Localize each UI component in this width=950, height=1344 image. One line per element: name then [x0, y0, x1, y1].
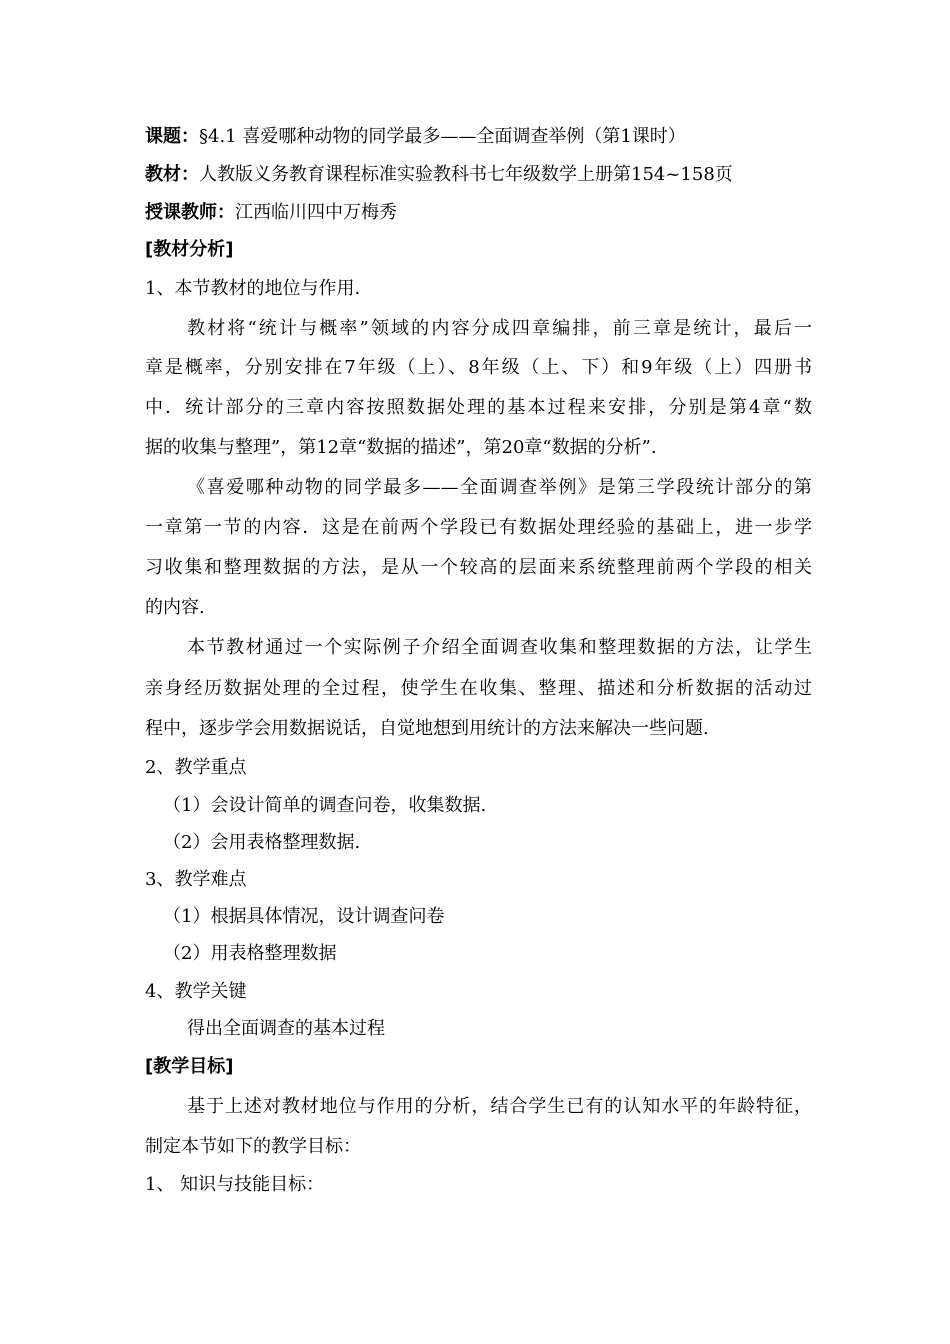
textbook-label: 教材：: [145, 164, 199, 185]
item4-title: 4、教学关键: [145, 981, 247, 1002]
analysis-heading: [教材分析]: [145, 239, 234, 260]
item2-title: 2、教学重点: [145, 757, 247, 778]
teacher-line: [145, 202, 812, 224]
para1-line: 中．统计部分的三章内容按照数据处理的基本过程来安排，分别是第4章“数: [145, 397, 812, 418]
textbook-value: 人教版义务教育课程标准实验教科书七年级数学上册第154~158页: [199, 164, 733, 185]
objectives-intro-line: 基于上述对教材地位与作用的分析，结合学生已有的认知水平的年龄特征，: [187, 1096, 812, 1117]
item3-point: （1）根据具体情况，设计调查问卷: [163, 906, 445, 927]
para3-line: 亲身经历数据处理的全过程，使学生在收集、整理、描述和分析数据的活动过: [145, 678, 812, 699]
para1-line: 教材将“统计与概率”领域的内容分成四章编排，前三章是统计，最后一: [187, 318, 812, 339]
topic-line: [145, 126, 812, 148]
textbook-line: [145, 164, 812, 186]
objectives-intro-line: 制定本节如下的教学目标：: [145, 1136, 361, 1157]
para1-line: 据的收集与整理”，第12章“数据的描述”，第20章“数据的分析”.: [145, 437, 657, 458]
para3-line: 本节教材通过一个实际例子介绍全面调查收集和整理数据的方法，让学生: [187, 637, 812, 658]
item2-point: （1）会设计简单的调查问卷，收集数据.: [163, 795, 487, 816]
item2-point: （2）会用表格整理数据.: [163, 832, 361, 853]
objectives-heading: [教学目标]: [145, 1056, 234, 1077]
item3-title: 3、教学难点: [145, 869, 247, 890]
topic-value: §4.1 喜爱哪种动物的同学最多——全面调查举例（第1课时）: [199, 126, 686, 147]
teacher-value: 江西临川四中万梅秀: [235, 202, 397, 223]
item1-title: 1、本节教材的地位与作用.: [145, 278, 361, 299]
para2-line: 《喜爱哪种动物的同学最多——全面调查举例》是第三学段统计部分的第: [187, 477, 812, 498]
teacher-label: 授课教师：: [145, 202, 235, 223]
para2-line: 习收集和整理数据的方法，是从一个较高的层面来系统整理前两个学段的相关: [145, 557, 812, 578]
para2-line: 的内容.: [145, 597, 205, 618]
topic-label: 课题：: [145, 126, 199, 147]
para2-line: 一章第一节的内容．这是在前两个学段已有数据处理经验的基础上，进一步学: [145, 517, 812, 538]
objectives-item1-title: 1、 知识与技能目标：: [145, 1174, 325, 1195]
para1-line: 章是概率，分别安排在7年级（上）、8年级（上、下）和9年级（上）四册书: [145, 357, 812, 378]
item3-point: （2）用表格整理数据: [163, 943, 337, 964]
para3-line: 程中，逐步学会用数据说话，自觉地想到用统计的方法来解决一些问题.: [145, 718, 709, 739]
item4-text: 得出全面调查的基本过程: [187, 1018, 385, 1039]
